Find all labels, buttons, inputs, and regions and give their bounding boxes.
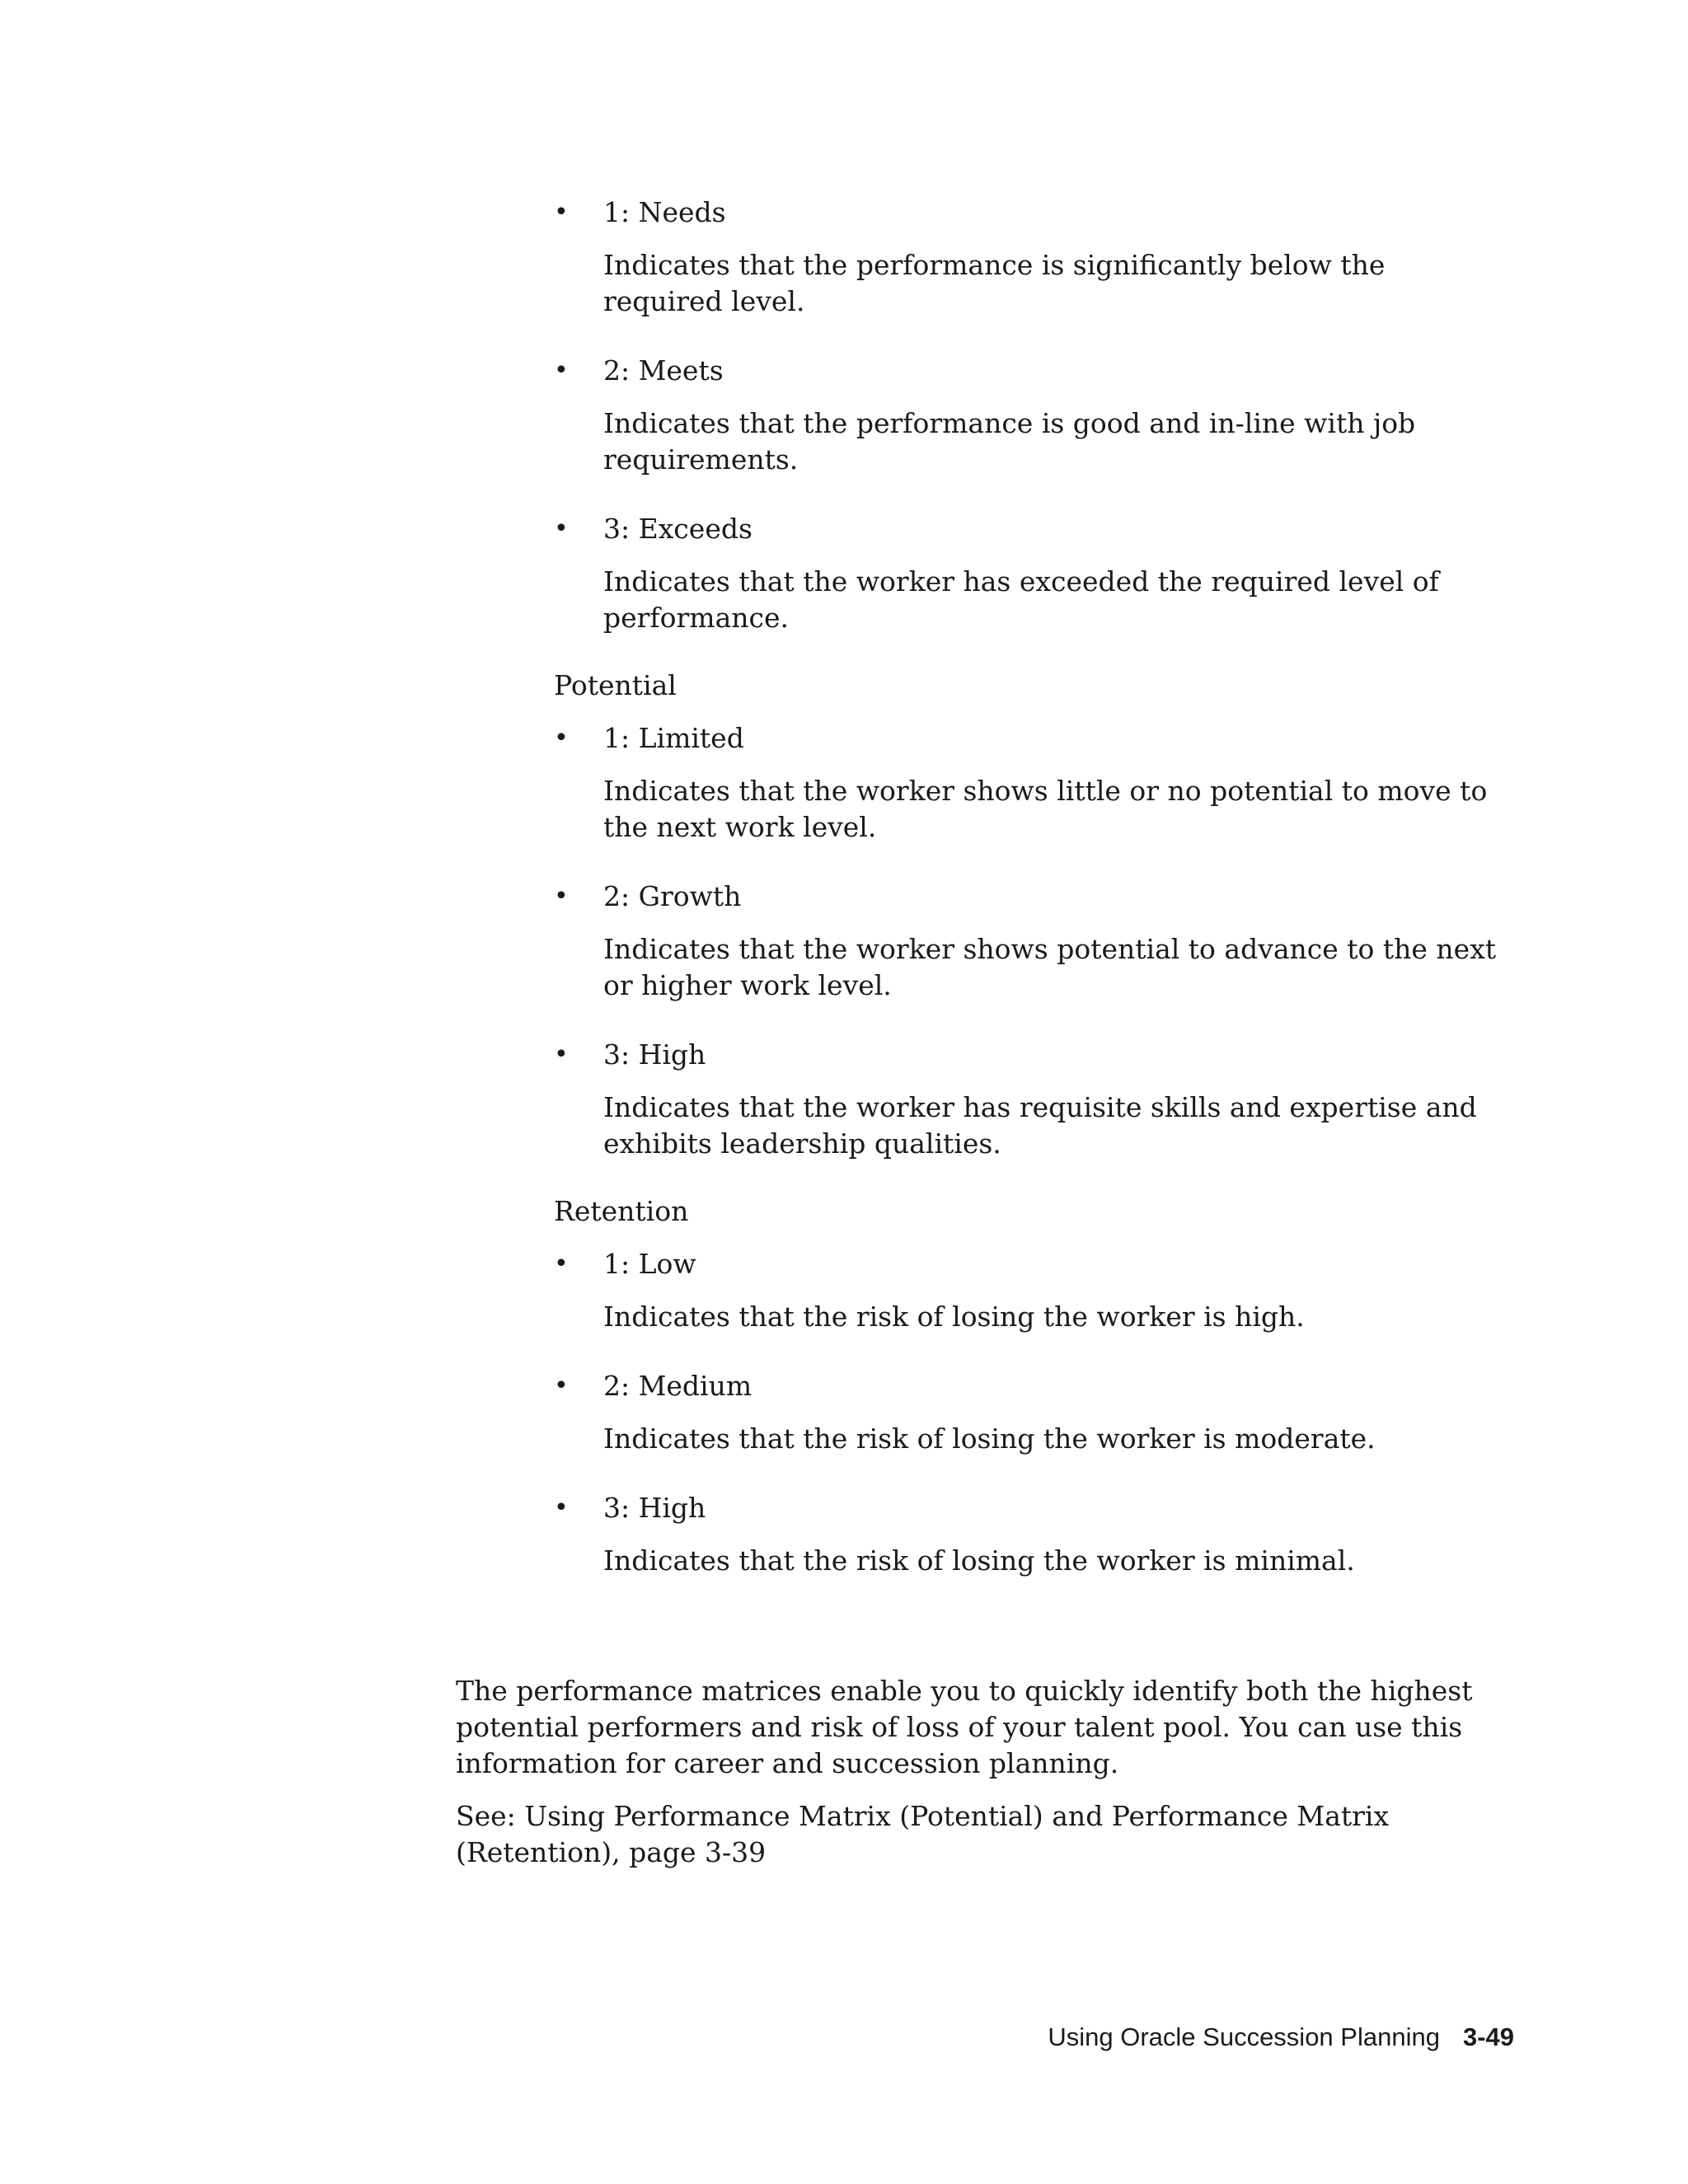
bullet-icon: • <box>554 1493 569 1522</box>
list-item <box>554 1368 1510 1457</box>
list-item <box>554 879 1510 1004</box>
page-footer <box>1048 2021 1514 2054</box>
bullet-icon: • <box>554 1249 569 1278</box>
item-label: 3: High <box>603 1038 706 1071</box>
item-label: 1: Low <box>603 1248 696 1280</box>
summary-paragraph: The performance matrices enable you to quickly identify both the highest potential performers and risk of loss of your talent pool. You can use this information for career and succession planning. <box>456 1675 1473 1779</box>
retention-heading: Retention <box>554 1195 689 1227</box>
bullet-icon: • <box>554 1040 569 1069</box>
list-item <box>554 353 1510 478</box>
list-item <box>554 1490 1510 1579</box>
item-description: Indicates that the performance is significantly below the required level. <box>603 249 1386 317</box>
item-description: Indicates that the risk of losing the worker is minimal. <box>603 1544 1355 1577</box>
item-label: 3: High <box>603 1492 706 1524</box>
page-number: 3-49 <box>1462 2022 1514 2051</box>
bullet-icon: • <box>554 514 569 543</box>
bullet-icon: • <box>554 1371 569 1400</box>
list-item <box>554 511 1510 636</box>
list-item <box>554 720 1510 846</box>
potential-heading: Potential <box>554 669 677 701</box>
item-description: Indicates that the worker shows little or no potential to move to the next work level. <box>603 775 1488 843</box>
item-label: 2: Meets <box>603 354 724 387</box>
item-description: Indicates that the risk of losing the worker is high. <box>603 1301 1305 1333</box>
bullet-icon: • <box>554 356 569 385</box>
bullet-icon: • <box>554 724 569 752</box>
bullet-icon: • <box>554 198 569 227</box>
body-text <box>456 1673 1527 1887</box>
item-label: 2: Medium <box>603 1370 753 1402</box>
rating-lists <box>554 194 1510 1579</box>
item-label: 1: Needs <box>603 196 726 228</box>
item-label: 2: Growth <box>603 880 742 912</box>
list-item <box>554 1037 1510 1162</box>
item-label: 1: Limited <box>603 722 744 754</box>
list-item <box>554 1246 1510 1335</box>
bullet-icon: • <box>554 882 569 911</box>
item-description: Indicates that the risk of losing the worker is moderate. <box>603 1422 1376 1455</box>
see-also-reference[interactable]: See: Using Performance Matrix (Potential) and Performance Matrix (Retention), page 3-39 <box>456 1800 1390 1868</box>
item-description: Indicates that the worker has requisite skills and expertise and exhibits leadership qualities. <box>603 1091 1477 1160</box>
list-item <box>554 194 1510 320</box>
item-description: Indicates that the worker has exceeded the required level of performance. <box>603 565 1439 634</box>
item-description: Indicates that the worker shows potential to advance to the next or higher work level. <box>603 933 1497 1001</box>
item-label: 3: Exceeds <box>603 513 753 545</box>
item-description: Indicates that the performance is good and in-line with job requirements. <box>603 407 1416 476</box>
footer-title: Using Oracle Succession Planning <box>1048 2022 1440 2051</box>
